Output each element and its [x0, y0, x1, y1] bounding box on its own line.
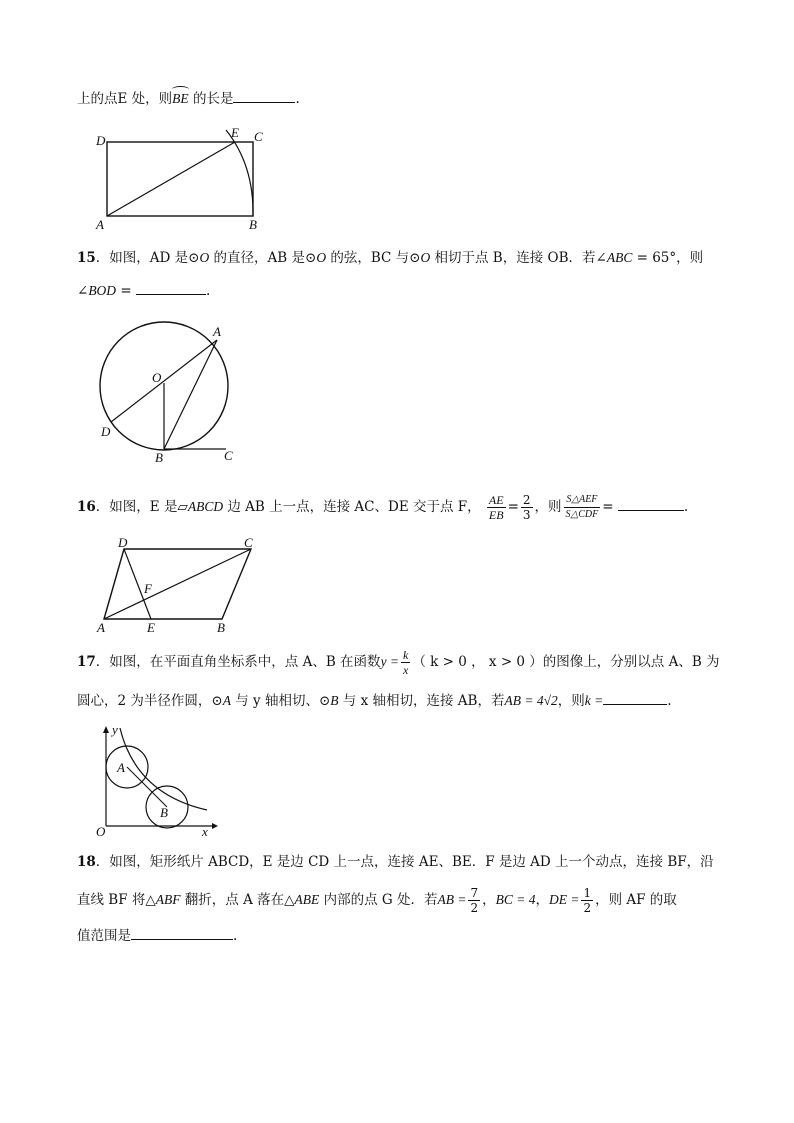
- q15-angle: ABC: [606, 250, 633, 265]
- q16-frac3-n: S△AEF: [564, 493, 601, 508]
- q18-end: .: [233, 928, 238, 944]
- q15-label-c: C: [224, 448, 233, 463]
- q17-line2-a: 圆心，2 为半径作圆，⊙: [77, 693, 223, 709]
- q15-end: .: [205, 283, 211, 299]
- q15-eq: =: [116, 283, 132, 299]
- q16-fraction-1: [487, 493, 506, 522]
- q16-label-a: A: [97, 620, 105, 635]
- q14-text: 上的点E 处，则: [77, 91, 173, 107]
- q17-line-2: [77, 690, 672, 711]
- q17-label-y: y: [112, 722, 118, 737]
- q16-label-e: E: [147, 620, 155, 635]
- q16-eq: =: [507, 499, 519, 515]
- q18-answer-blank[interactable]: [131, 925, 233, 940]
- q14-answer-blank[interactable]: [233, 88, 295, 103]
- q14-figure: [92, 125, 267, 233]
- q16-label-c: C: [244, 535, 253, 550]
- q16-answer-blank[interactable]: [618, 496, 684, 511]
- q15-label-a: A: [213, 324, 221, 339]
- q18-ab-n: 7: [470, 886, 479, 900]
- q18-line2-c: 内部的点 G 处．若: [319, 892, 438, 908]
- q14-end: .: [295, 91, 300, 107]
- q16-line: [77, 493, 688, 522]
- q15-o1: O: [199, 250, 210, 265]
- q17-line-1: [77, 648, 720, 677]
- q18-line-3: [77, 925, 237, 946]
- q18-de-n: 1: [583, 886, 592, 900]
- q18-sep1: ，: [482, 892, 496, 908]
- q15-number: 15: [77, 250, 96, 266]
- q18-line2-b: 翻折，点 A 落在△: [180, 892, 295, 908]
- q17-fn-d: x: [403, 663, 409, 677]
- q18-number: 18: [77, 854, 96, 870]
- q16-frac3-d: S△CDF: [565, 509, 599, 520]
- q15-answer-blank[interactable]: [136, 280, 206, 295]
- q14-label-b: B: [249, 217, 257, 232]
- q17-label-a: A: [117, 760, 125, 775]
- q15-label-o: O: [152, 370, 162, 385]
- q15-text-c: 的弦，BC 与⊙: [326, 250, 421, 266]
- q17-label-b: B: [160, 805, 168, 820]
- q18-line2-a: 直线 BF 将△: [77, 892, 156, 908]
- q15-o3: O: [420, 250, 431, 265]
- q17-line2-b: 与 y 轴相切、⊙: [230, 693, 331, 709]
- q18-sep2: ，: [535, 892, 549, 908]
- q17-fn-n: k: [403, 648, 409, 662]
- q18-line1: ．如图，矩形纸片 ABCD，E 是边 CD 上一点，连接 AE、BE．F 是边 AD 上一个动点，连接 BF，沿: [95, 854, 714, 870]
- q14-label-d: D: [96, 133, 106, 148]
- q17-answer-blank[interactable]: [603, 690, 667, 705]
- q18-abf: ABF: [155, 892, 181, 907]
- q16-fraction-2: [521, 493, 533, 522]
- q16-label-f: F: [144, 581, 152, 596]
- q16-frac1-d: EB: [488, 508, 504, 522]
- q16-label-b: B: [217, 620, 225, 635]
- q16-eq2: =: [602, 499, 614, 515]
- q17-line2-c: 与 x 轴相切，连接 AB，若: [338, 693, 505, 709]
- q15-text-b: 的直径，AB 是⊙: [209, 250, 317, 266]
- q15-o2: O: [316, 250, 327, 265]
- q18-line2-d: ，则 AF 的取: [595, 892, 677, 908]
- q17-label-x: x: [202, 824, 208, 839]
- q16-frac2-d: 3: [522, 508, 531, 522]
- q15-line-2: [77, 280, 210, 301]
- q17-end: .: [667, 693, 672, 709]
- q14-arc-label: BE: [172, 89, 189, 109]
- q14-label-e: E: [231, 125, 239, 140]
- q14-label-c: C: [254, 129, 263, 144]
- q17-k: k =: [584, 693, 604, 708]
- q15-text-d: 相切于点 B，连接 OB．若∠: [430, 250, 607, 266]
- q16-text-a: ．如图，E 是▱: [95, 499, 188, 515]
- q18-abe: ABE: [294, 892, 320, 907]
- q15-label-d: D: [101, 424, 111, 439]
- q16-frac2-n: 2: [522, 493, 531, 507]
- q16-label-d: D: [118, 535, 128, 550]
- q18-fraction-ab: [468, 886, 480, 915]
- q18-line-2: [77, 886, 677, 915]
- q15-line-1: [77, 248, 703, 268]
- q15-text-e: = 65°，则: [632, 250, 704, 266]
- q18-de-d: 2: [583, 901, 592, 915]
- q16-end: .: [683, 499, 689, 515]
- q17-label-o: O: [96, 824, 106, 839]
- q16-fraction-3: [564, 493, 601, 522]
- q15-label-b: B: [155, 450, 163, 465]
- q17-ab: AB = 4√2: [504, 693, 558, 708]
- q16-frac1-n: AE: [488, 493, 504, 507]
- q17-number: 17: [77, 654, 96, 670]
- q18-bc: BC = 4: [495, 892, 536, 907]
- q18-line3: 值范围是: [77, 928, 131, 944]
- q14-label-a: A: [96, 217, 104, 232]
- q17-ca: A: [222, 693, 231, 708]
- q17-text-b: （ k > 0 ， x > 0 ）的图像上，分别以点 A、B 为: [412, 654, 720, 670]
- q15-text-a: ．如图，AD 是⊙: [95, 250, 200, 266]
- q15-figure: [92, 318, 252, 466]
- q16-text-c: ，则: [534, 499, 562, 515]
- q18-line-1: [77, 852, 714, 872]
- q17-figure: [92, 722, 222, 840]
- q14-text-b: 的长是: [192, 91, 234, 107]
- q16-para: ABCD: [187, 499, 224, 514]
- q18-ab: AB =: [437, 892, 467, 907]
- q15-angle-sign: ∠: [77, 283, 89, 299]
- q16-figure: [92, 535, 262, 635]
- q17-fn-left: y =: [380, 654, 400, 669]
- q16-text-b: 边 AB 上一点，连接 AC、DE 交于点 F，: [223, 499, 481, 515]
- q17-line2-d: ，则: [557, 693, 585, 709]
- q14-line: [77, 88, 300, 109]
- q18-de: DE =: [548, 892, 580, 907]
- q16-number: 16: [77, 499, 96, 515]
- q17-cb: B: [330, 693, 339, 708]
- q17-text-a: ．如图，在平面直角坐标系中，点 A、B 在函数: [95, 654, 381, 670]
- q15-angle2: BOD: [88, 283, 117, 298]
- q17-fraction: [401, 648, 410, 677]
- q18-ab-d: 2: [470, 901, 479, 915]
- q18-fraction-de: [581, 886, 593, 915]
